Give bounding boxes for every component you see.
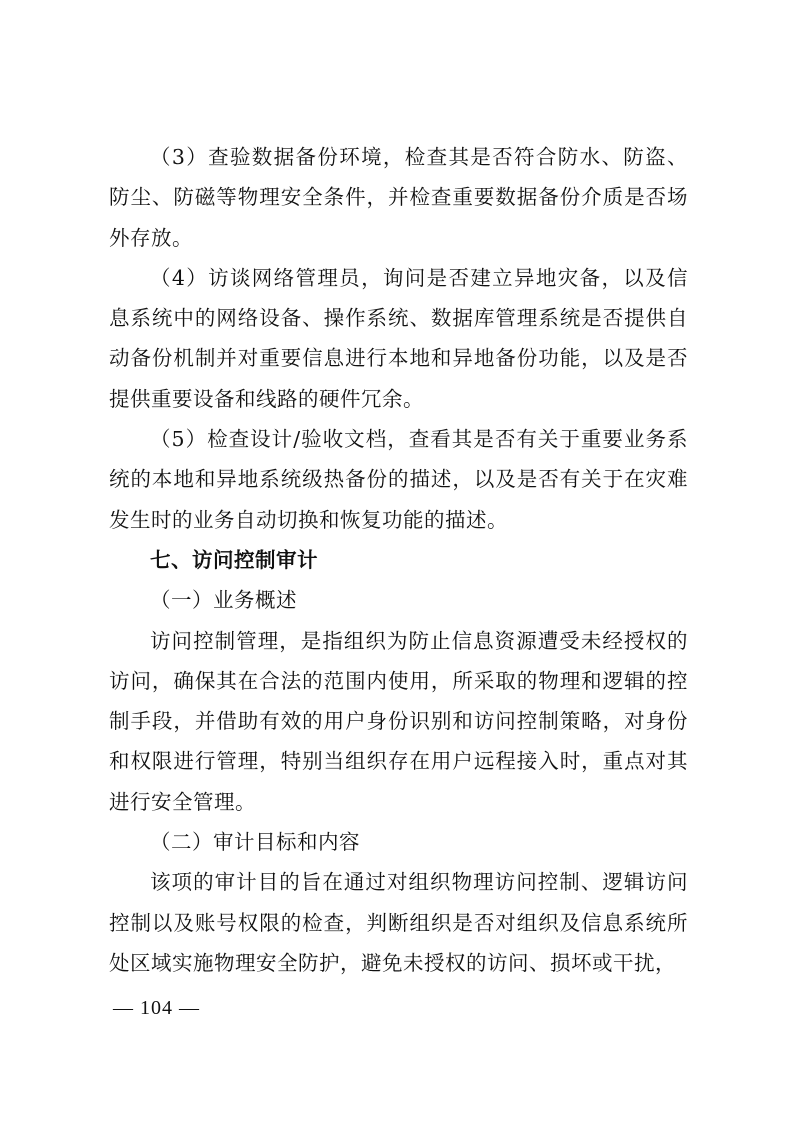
page-number: — 104 — [113, 997, 200, 1019]
subsection-heading-objectives: （二）审计目标和内容 [150, 830, 360, 855]
paragraph-item-3: （3）查验数据备份环境，检查其是否符合防水、防盗、防尘、防磁等物理安全条件，并检查重要数据备份介质是否场外存放。 [109, 145, 688, 250]
document-body [109, 137, 688, 983]
paragraph-item-4: （4）访谈网络管理员，询问是否建立异地灾备，以及信息系统中的网络设备、操作系统、数据库管理系统是否提供自动备份机制并对重要信息进行本地和异地备份功能，以及是否提供重要设备和线路的硬件冗余。 [109, 265, 688, 411]
paragraph-item-5: （5）检查设计/验收文档，查看其是否有关于重要业务系统的本地和异地系统级热备份的描述，以及是否有关于在灾难发生时的业务自动切换和恢复功能的描述。 [109, 427, 688, 532]
objectives-paragraph: 该项的审计目的旨在通过对组织物理访问控制、逻辑访问控制以及账号权限的检查，判断组织是否对组织及信息系统所处区域实施物理安全防护，避免未授权的访问、损坏或干扰， [109, 870, 688, 975]
subsection-heading-overview: （一）业务概述 [150, 588, 297, 613]
section-heading: 七、访问控制审计 [150, 547, 318, 572]
overview-paragraph: 访问控制管理，是指组织为防止信息资源遭受未经授权的访问，确保其在合法的范围内使用，所采取的物理和逻辑的控制手段，并借助有效的用户身份识别和访问控制策略，对身份和权限进行管理，特别当组织存在用户远程接入时，重点对其进行安全管理。 [109, 628, 688, 814]
